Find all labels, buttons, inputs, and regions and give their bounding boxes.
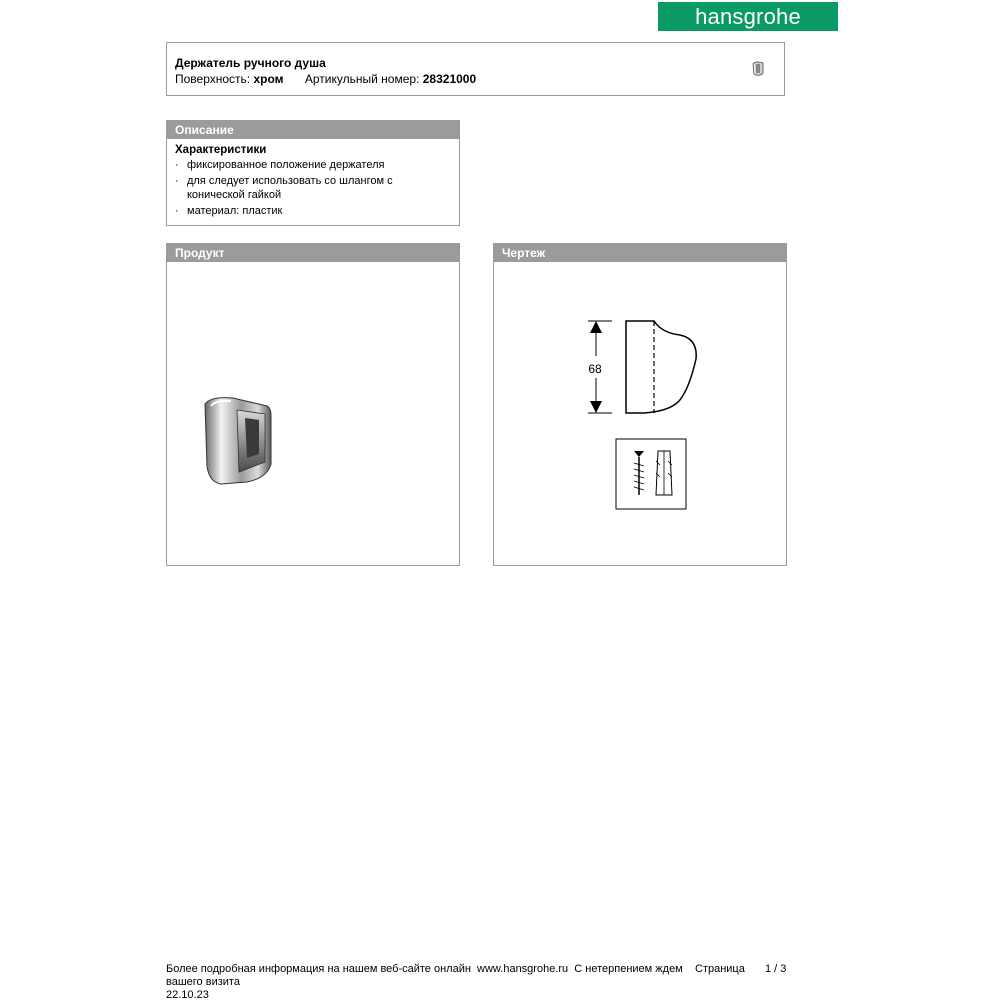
footer-wait-text-2: вашего визита [166,976,240,988]
hansgrohe-logo: hansgrohe [658,2,838,31]
description-panel [166,120,460,226]
technical-drawing [494,263,786,565]
description-heading: Описание [167,121,459,139]
article-label: Артикульный номер: [304,72,420,86]
footer-page-label: Страница [695,963,745,975]
features-subheading: Характеристики [175,144,267,156]
footer-website-link[interactable]: www.hansgrohe.ru [477,963,569,975]
product-header [166,42,785,96]
dimension-label: 68 [588,362,602,376]
footer-page-number: 1 / 3 [765,963,787,975]
product-meta [175,72,476,86]
article-number: 28321000 [422,72,477,86]
features-list [175,158,459,218]
footer [166,963,800,1002]
feature-item: · фиксированное положение держателя [175,158,417,172]
footer-date: 22.10.23 [166,989,209,1001]
footer-wait-text: С нетерпением ждем [574,963,683,975]
product-photo [201,396,273,486]
product-thumbnail-icon [751,61,765,77]
surface-value: хром [253,72,284,86]
drawing-panel [493,243,787,566]
footer-info-text: Более подробная информация на нашем веб-сайте онлайн [166,963,471,975]
surface-label: Поверхность: [175,72,251,86]
product-title: Держатель ручного душа [175,56,326,70]
feature-item: · для следует использовать со шлангом с конической гайкой [175,174,417,202]
product-panel [166,243,460,566]
drawing-heading: Чертеж [494,244,786,262]
feature-item: · материал: пластик [175,204,417,218]
product-heading: Продукт [167,244,459,262]
